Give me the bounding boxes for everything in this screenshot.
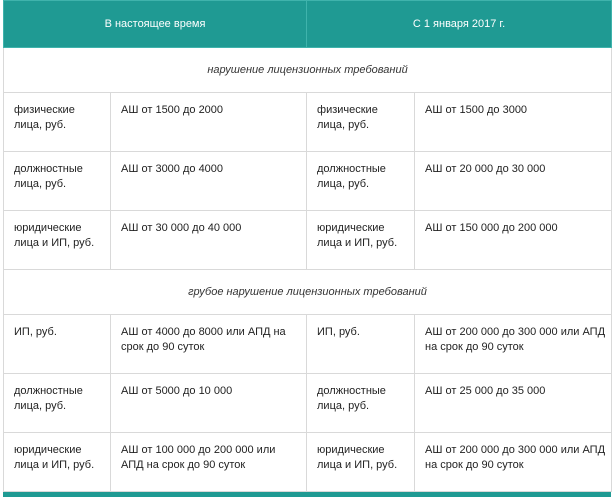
table-row	[4, 374, 612, 433]
subject-new: юридические лица и ИП, руб.	[317, 222, 398, 249]
table-row	[4, 93, 612, 152]
table-row	[4, 433, 612, 492]
section-title: нарушение лицензионных требований	[4, 48, 612, 93]
fine-new: АШ от 1500 до 3000	[425, 104, 528, 116]
table-row	[4, 211, 612, 270]
fine-now: АШ от 100 000 до 200 000 или АПД на срок до 90 суток	[121, 444, 276, 471]
subject-now: физические лица, руб.	[14, 104, 75, 131]
subject-new: должностные лица, руб.	[317, 163, 386, 190]
subject-now: должностные лица, руб.	[14, 163, 83, 190]
subject-now: должностные лица, руб.	[14, 385, 83, 412]
subject-new: ИП, руб.	[317, 326, 360, 338]
fine-now: АШ от 5000 до 10 000	[121, 385, 233, 397]
subject-now: юридические лица и ИП, руб.	[14, 222, 95, 249]
subject-new: юридические лица и ИП, руб.	[317, 444, 398, 471]
table-row	[4, 152, 612, 211]
fine-new: АШ от 200 000 до 300 000 или АПД на срок до 90 суток	[425, 326, 606, 353]
section-row	[4, 270, 612, 315]
header-current: В настоящее время	[4, 1, 307, 48]
header-row	[4, 1, 612, 48]
fine-now: АШ от 30 000 до 40 000	[121, 222, 242, 234]
subject-new: должностные лица, руб.	[317, 385, 386, 412]
fine-now: АШ от 4000 до 8000 или АПД на срок до 90 суток	[121, 326, 286, 353]
fine-new: АШ от 20 000 до 30 000	[425, 163, 546, 175]
fine-new: АШ от 25 000 до 35 000	[425, 385, 546, 397]
header-from-2017: С 1 января 2017 г.	[307, 1, 612, 48]
section-title: грубое нарушение лицензионных требований	[4, 270, 612, 315]
fines-table	[3, 0, 612, 492]
fine-now: АШ от 3000 до 4000	[121, 163, 224, 175]
subject-now: юридические лица и ИП, руб.	[14, 444, 95, 471]
subject-now: ИП, руб.	[14, 326, 57, 338]
bottom-accent-bar	[3, 492, 611, 497]
subject-new: физические лица, руб.	[317, 104, 378, 131]
table-row	[4, 315, 612, 374]
fine-now: АШ от 1500 до 2000	[121, 104, 224, 116]
fine-new: АШ от 150 000 до 200 000	[425, 222, 558, 234]
fine-new: АШ от 200 000 до 300 000 или АПД на срок до 90 суток	[425, 444, 606, 471]
section-row	[4, 48, 612, 93]
